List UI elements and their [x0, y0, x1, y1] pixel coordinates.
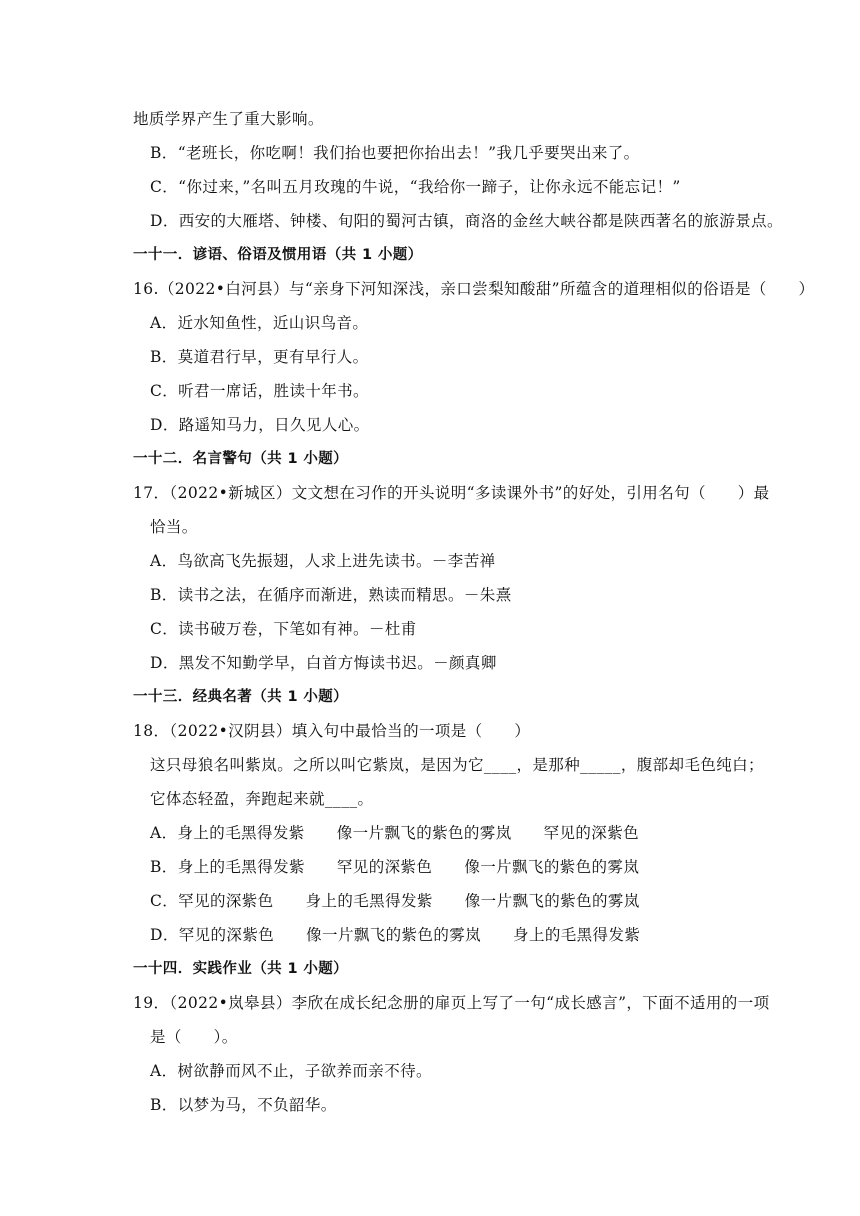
- q18-option-d: [150, 925, 640, 945]
- section-heading-14: 一十四．实践作业（共 1 小题）: [133, 961, 349, 977]
- option-part: 像一片飘飞的紫色的雾岚: [464, 858, 640, 876]
- q19-option-a: A．树欲静而风不止，子欲养而亲不待。: [150, 1062, 432, 1080]
- q15-continuation: 地质学界产生了重大影响。: [133, 110, 324, 128]
- option-label: A．: [150, 824, 178, 842]
- q17-option-d: D．黑发不知勤学早，白首方悔读书迟。－颜真卿: [150, 654, 497, 672]
- option-label: D．: [150, 926, 179, 944]
- q18-option-a: [150, 823, 639, 843]
- option-label: C．: [150, 892, 179, 910]
- q17-option-a: A．鸟欲高飞先振翅，人求上进先读书。－李苦禅: [150, 552, 496, 570]
- q16-option-a: A．近水知鱼性，近山识鸟音。: [150, 314, 369, 332]
- q15-option-d: D．西安的大雁塔、钟楼、旬阳的蜀河古镇，商洛的金丝大峡谷都是陕西著名的旅游景点。: [150, 212, 783, 230]
- q19-option-b: B．以梦为马，不负韶华。: [150, 1096, 337, 1114]
- q16-option-c: C．听君一席话，胜读十年书。: [150, 382, 369, 400]
- option-part: 像一片飘飞的紫色的雾岚: [306, 926, 482, 944]
- q15-option-c: C．“你过来，”名叫五月玫瑰的牛说，“我给你一蹄子，让你永远不能忘记！”: [150, 178, 681, 196]
- q19-question-line2: 是（ ）。: [150, 1028, 238, 1046]
- option-label: B．: [150, 858, 178, 876]
- q17-option-b: B．读书之法，在循序而渐进，熟读而精思。－朱熹: [150, 586, 512, 604]
- option-part: 身上的毛黑得发紫: [305, 892, 433, 910]
- q18-passage-line2: 它体态轻盈，奔跑起来就____。: [150, 790, 374, 808]
- q19-question-line1: 19．（2022•岚皋县）李欣在成长纪念册的扉页上写了一句“成长感言”，下面不适用的一项: [133, 994, 770, 1012]
- q18-option-b: [150, 857, 639, 877]
- option-part: 身上的毛黑得发紫: [177, 858, 305, 876]
- section-heading-13: 一十三．经典名著（共 1 小题）: [133, 689, 349, 705]
- option-part: 罕见的深紫色: [336, 858, 433, 876]
- q17-option-c: C．读书破万卷，下笔如有神。－杜甫: [150, 620, 417, 638]
- q18-question: 18．（2022•汉阴县）填入句中最恰当的一项是（ ）: [133, 722, 531, 740]
- q16-option-d: D．路遥知马力，日久见人心。: [150, 416, 370, 434]
- q16-question: 16.（2022•白河县）与“亲身下河知深浅，亲口尝梨知酸甜”所蕴含的道理相似的俗语是（ ）: [133, 280, 815, 298]
- option-part: 罕见的深紫色: [543, 824, 640, 842]
- option-part: 身上的毛黑得发紫: [177, 824, 305, 842]
- q16-option-b: B．莫道君行早，更有早行人。: [150, 348, 369, 366]
- option-part: 罕见的深紫色: [178, 892, 274, 910]
- q17-question-line2: 恰当。: [150, 518, 198, 536]
- q18-option-c: [150, 891, 640, 911]
- option-part: 身上的毛黑得发紫: [513, 926, 641, 944]
- q18-passage-line1: 这只母狼名叫紫岚。之所以叫它紫岚，是因为它____，是那种_____，腹部却毛色纯白；: [150, 756, 764, 774]
- section-heading-11: 一十一．谚语、俗语及惯用语（共 1 小题）: [133, 247, 423, 263]
- option-part: 像一片飘飞的紫色的雾岚: [464, 892, 640, 910]
- q15-option-b: B．“老班长，你吃啊！我们抬也要把你抬出去！”我几乎要哭出来了。: [150, 144, 640, 162]
- option-part: 罕见的深紫色: [178, 926, 275, 944]
- option-part: 像一片飘飞的紫色的雾岚: [336, 824, 512, 842]
- section-heading-12: 一十二．名言警句（共 1 小题）: [133, 451, 349, 467]
- q17-question-line1: 17．（2022•新城区）文文想在习作的开头说明“多读课外书”的好处，引用名句（ ）最: [133, 484, 770, 502]
